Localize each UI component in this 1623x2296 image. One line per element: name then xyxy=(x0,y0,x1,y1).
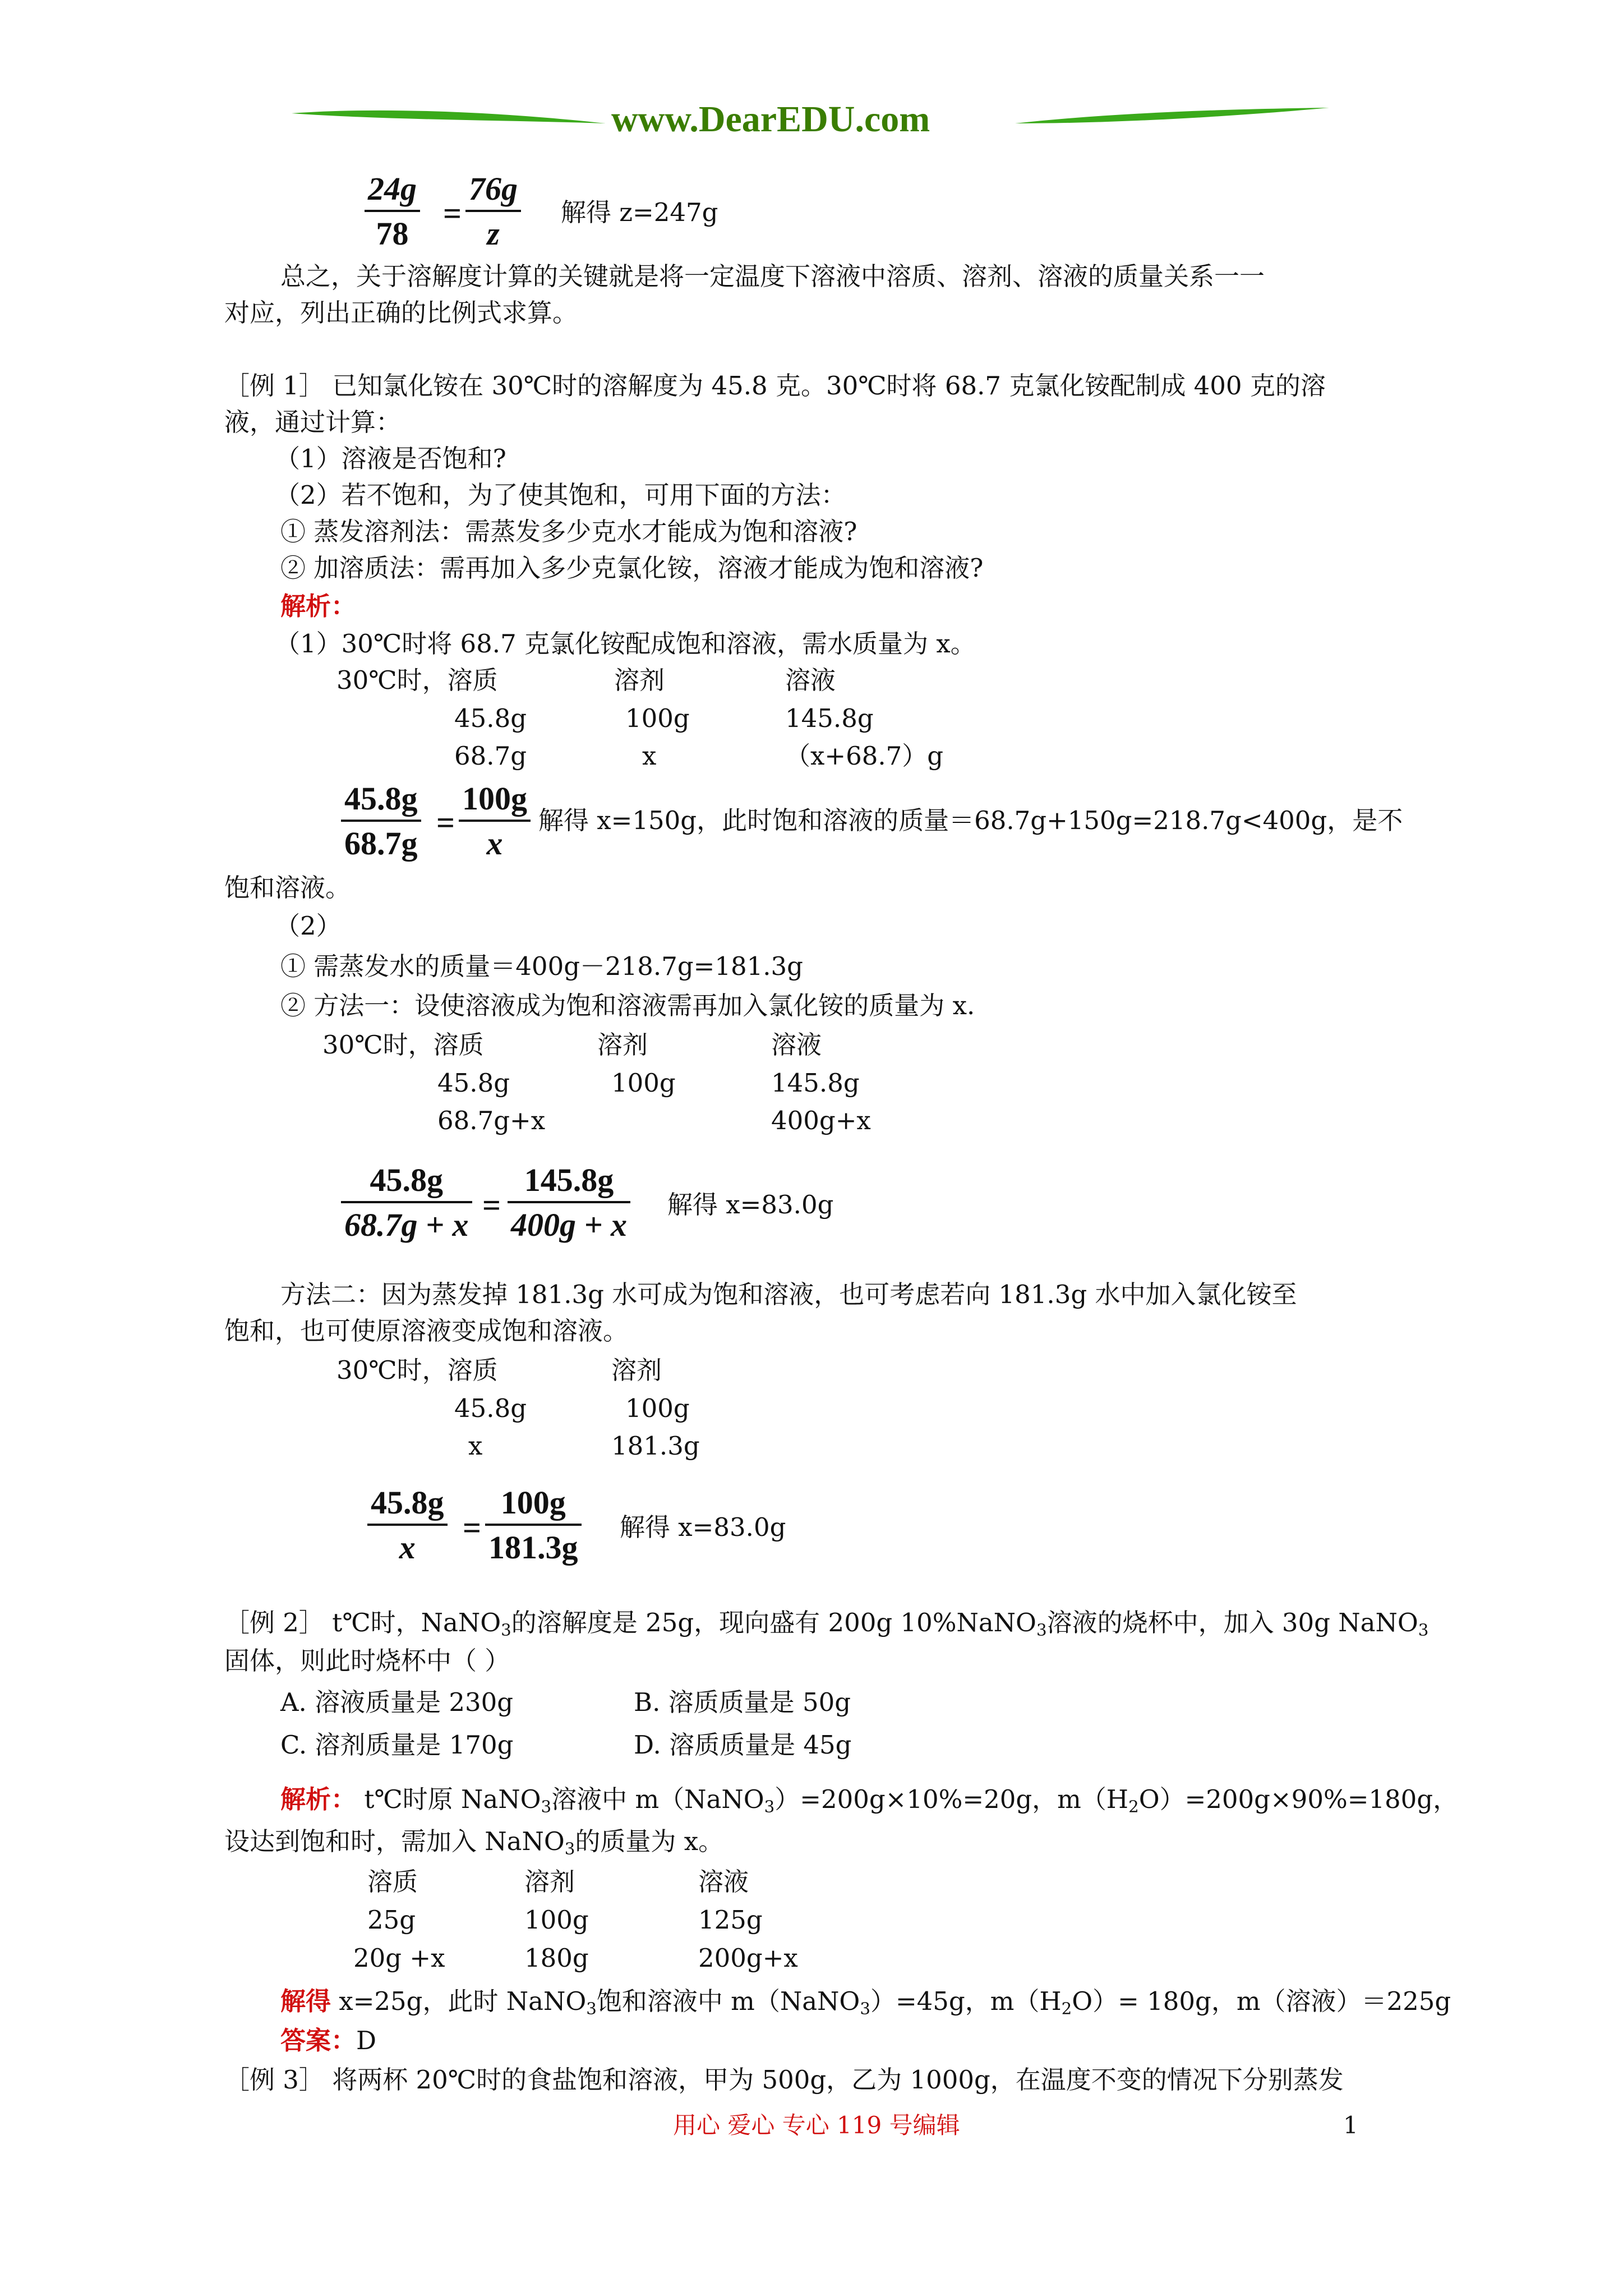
table-2-col2: 溶剂 xyxy=(597,1030,648,1060)
equals-sign: = xyxy=(482,1187,501,1223)
equals-sign: = xyxy=(463,1510,482,1546)
table-cell: 25g xyxy=(367,1905,416,1935)
table-4-col2: 溶剂 xyxy=(524,1867,575,1897)
analysis-part-2: （2） xyxy=(275,911,342,941)
example-1-question-1: （1）溶液是否饱和? xyxy=(275,444,506,473)
equals-sign: = xyxy=(443,195,462,232)
table-cell: 180g xyxy=(524,1943,589,1973)
example-3-line-1: ［例 3］ 将两杯 20℃时的食盐饱和溶液，甲为 500g，乙为 1000g，在温度不变的情况下分别蒸发 xyxy=(224,2065,1344,2095)
fraction-numerator: 45.8g xyxy=(370,1162,444,1198)
table-cell: 100g xyxy=(611,1068,676,1098)
example-2-line-1 xyxy=(224,1610,1428,1639)
subscript: 3 xyxy=(501,1620,511,1640)
subscript: 3 xyxy=(860,1999,870,2018)
fraction-numerator: 100g xyxy=(462,780,527,817)
fraction-denominator: 68.7g xyxy=(344,825,418,862)
footer-text: 用心 爱心 专心 119 号编辑 xyxy=(673,2111,960,2139)
table-2-col3: 溶液 xyxy=(771,1030,822,1060)
option-d: D. 溶质质量是 45g xyxy=(634,1730,852,1760)
subscript: 3 xyxy=(564,1839,575,1858)
table-4-col1: 溶质 xyxy=(367,1867,418,1897)
formula-2-result: 解得 x=150g，此时饱和溶液的质量＝68.7g+150g=218.7g<400g，是不 xyxy=(538,806,1403,835)
solve-label: 解得 xyxy=(280,1986,331,2016)
table-3-head: 30℃时，溶质 xyxy=(336,1355,498,1385)
example-1-line-2: 液，通过计算： xyxy=(224,407,402,437)
fraction-denominator: 181.3g xyxy=(488,1529,578,1566)
formula-1-right xyxy=(465,173,521,250)
formula-4-left xyxy=(367,1484,448,1566)
formula-3-right xyxy=(508,1164,630,1241)
text-segment: ）=45g，m（H xyxy=(870,1986,1062,2016)
example-2-solution xyxy=(280,1986,1451,2018)
text-segment: ）=200g×10%=20g，m（H xyxy=(774,1784,1129,1814)
formula-3-result: 解得 x=83.0g xyxy=(667,1190,834,1220)
text-segment: t℃时原 NaNO xyxy=(356,1784,541,1814)
equals-sign: = xyxy=(436,804,455,841)
text-segment: O）=200g×90%=180g， xyxy=(1138,1784,1459,1814)
fraction-denominator: 400g + x xyxy=(511,1207,628,1243)
table-3-col2: 溶剂 xyxy=(611,1355,662,1385)
table-cell: 100g xyxy=(625,703,690,733)
fraction-denominator: x xyxy=(399,1529,416,1566)
table-cell: 45.8g xyxy=(454,1393,527,1423)
header-swoosh-left xyxy=(292,101,606,135)
example-1-method-1: ① 蒸发溶剂法：需蒸发多少克水才能成为饱和溶液? xyxy=(280,517,857,546)
table-cell: 20g +x xyxy=(353,1943,445,1973)
formula-2-continuation: 饱和溶液。 xyxy=(224,873,351,903)
method-2-line-2: 饱和，也可使原溶液变成饱和溶液。 xyxy=(224,1316,629,1346)
table-1-head: 30℃时，溶质 xyxy=(336,665,498,695)
table-cell: 400g+x xyxy=(771,1106,871,1135)
table-cell: 45.8g xyxy=(454,703,527,733)
option-b: B. 溶质质量是 50g xyxy=(634,1687,851,1717)
subscript: 2 xyxy=(1128,1797,1139,1816)
table-cell: 200g+x xyxy=(698,1943,798,1973)
fraction-numerator: 24g xyxy=(368,171,417,207)
example-1-method-2: ② 加溶质法：需再加入多少克氯化铵，溶液才能成为饱和溶液? xyxy=(280,553,984,583)
answer-value: D xyxy=(356,2026,377,2055)
table-cell: 68.7g+x xyxy=(437,1106,546,1135)
table-cell: （x+68.7）g xyxy=(785,741,944,771)
table-cell: 145.8g xyxy=(785,703,874,733)
text-segment: ［例 2］ t℃时，NaNO xyxy=(224,1608,501,1637)
table-cell: 100g xyxy=(625,1393,690,1423)
analysis-label: 解析： xyxy=(280,1784,357,1814)
example-2-answer xyxy=(280,2028,376,2053)
formula-2-left xyxy=(341,780,421,862)
example-1-question-2: （2）若不饱和，为了使其饱和，可用下面的方法： xyxy=(275,480,846,510)
table-4-col3: 溶液 xyxy=(698,1867,749,1897)
table-cell: 68.7g xyxy=(454,741,527,771)
table-cell: 181.3g xyxy=(611,1431,700,1461)
text-segment: 的溶解度是 25g，现向盛有 200g 10%NaNO xyxy=(511,1608,1036,1637)
text-segment: 设达到饱和时，需加入 NaNO xyxy=(224,1826,565,1856)
header-swoosh-right xyxy=(1015,101,1329,135)
option-a: A. 溶液质量是 230g xyxy=(280,1687,514,1717)
analysis-part-2-1: ① 需蒸发水的质量＝400g－218.7g=181.3g xyxy=(280,951,803,981)
fraction-denominator: x xyxy=(486,825,503,862)
text-segment: 饱和溶液中 m（NaNO xyxy=(596,1986,860,2016)
example-2-analysis-line-1 xyxy=(280,1784,1459,1816)
fraction-numerator: 45.8g xyxy=(371,1484,444,1521)
table-cell: 45.8g xyxy=(437,1068,510,1098)
page-number: 1 xyxy=(1343,2111,1358,2139)
subscript: 2 xyxy=(1061,1999,1072,2018)
fraction-numerator: 45.8g xyxy=(344,780,418,817)
answer-label: 答案： xyxy=(280,2026,357,2055)
fraction-denominator: 78 xyxy=(376,215,409,252)
table-cell: 125g xyxy=(698,1905,763,1935)
table-1-col2: 溶剂 xyxy=(614,665,665,695)
subscript: 3 xyxy=(586,1999,597,2018)
example-1-line-1: ［例 1］ 已知氯化铵在 30℃时的溶解度为 45.8 克。30℃时将 68.7 克氯化铵配制成 400 克的溶 xyxy=(224,371,1326,401)
formula-4-result: 解得 x=83.0g xyxy=(620,1512,786,1542)
subscript: 3 xyxy=(541,1797,552,1816)
site-logo-text: www.DearEDU.com xyxy=(611,99,930,140)
formula-1-result: 解得 z=247g xyxy=(561,197,718,227)
table-cell: x xyxy=(468,1431,483,1461)
fraction-denominator: 68.7g + x xyxy=(344,1207,469,1243)
example-2-line-2: 固体，则此时烧杯中（ ） xyxy=(224,1646,510,1676)
text-segment: 的质量为 x。 xyxy=(575,1826,724,1856)
summary-line-1: 总之，关于溶解度计算的关键就是将一定温度下溶液中溶质、溶剂、溶液的质量关系一一 xyxy=(280,261,1265,291)
text-segment: x=25g，此时 NaNO xyxy=(331,1986,587,2016)
fraction-denominator: z xyxy=(487,215,500,252)
text-segment: O）= 180g，m（溶液）＝225g xyxy=(1072,1986,1451,2016)
text-segment: 溶液的烧杯中，加入 30g NaNO xyxy=(1046,1608,1418,1637)
subscript: 3 xyxy=(1418,1620,1429,1640)
table-2-head: 30℃时，溶质 xyxy=(322,1030,484,1060)
formula-2-right xyxy=(459,780,531,862)
table-1-col3: 溶液 xyxy=(785,665,836,695)
table-cell: 100g xyxy=(524,1905,589,1935)
fraction-numerator: 145.8g xyxy=(524,1162,614,1198)
fraction-numerator: 76g xyxy=(469,171,518,207)
text-segment: 溶液中 m（NaNO xyxy=(551,1784,764,1814)
analysis-line-1: （1）30℃时将 68.7 克氯化铵配成饱和溶液，需水质量为 x。 xyxy=(275,629,976,659)
table-cell: 145.8g xyxy=(771,1068,860,1098)
formula-1-left xyxy=(365,173,420,250)
summary-line-2: 对应，列出正确的比例式求算。 xyxy=(224,298,578,328)
formula-3-left xyxy=(341,1164,472,1241)
analysis-label: 解析： xyxy=(280,591,357,621)
option-c: C. 溶剂质量是 170g xyxy=(280,1730,514,1760)
subscript: 3 xyxy=(764,1797,775,1816)
fraction-numerator: 100g xyxy=(500,1484,566,1521)
subscript: 3 xyxy=(1036,1620,1047,1640)
analysis-part-2-2: ② 方法一：设使溶液成为饱和溶液需再加入氯化铵的质量为 x. xyxy=(280,991,975,1020)
table-cell: x xyxy=(642,741,657,771)
formula-4-right xyxy=(485,1484,582,1566)
example-2-analysis-line-2 xyxy=(224,1826,724,1858)
method-2-line-1: 方法二：因为蒸发掉 181.3g 水可成为饱和溶液，也可考虑若向 181.3g 水中加入氯化铵至 xyxy=(280,1280,1297,1309)
